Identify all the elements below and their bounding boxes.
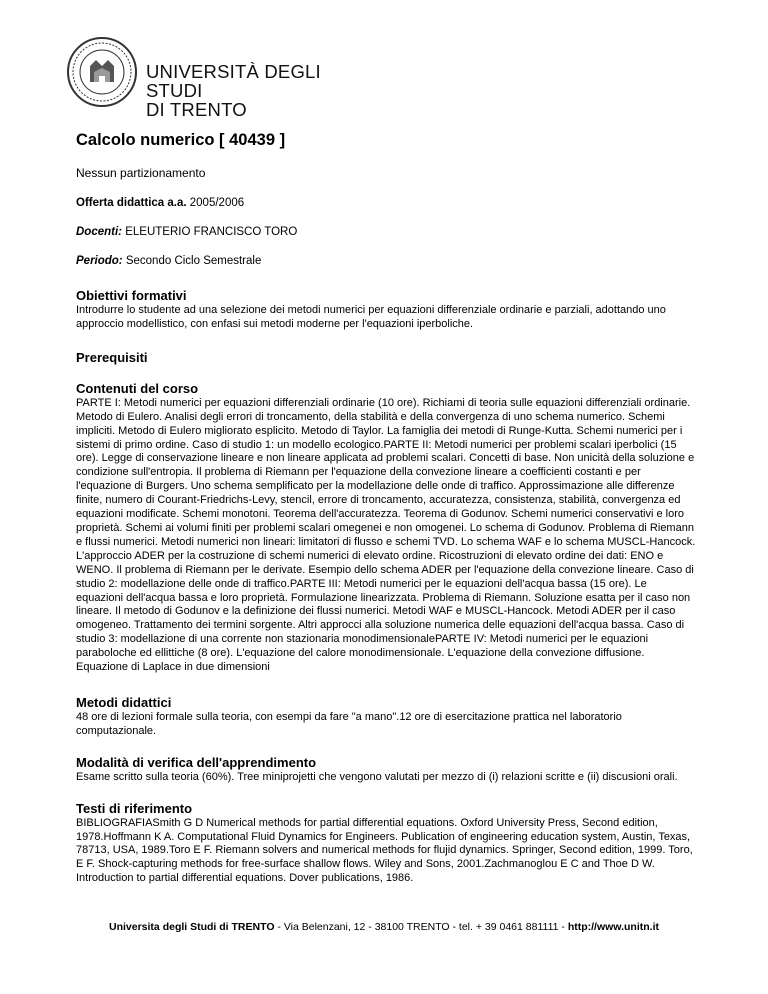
contents-section (76, 381, 696, 675)
assessment-section (76, 755, 696, 785)
university-name-line1: UNIVERSITÀ DEGLI STUDI (146, 61, 321, 101)
footer-address: - Via Belenzani, 12 - 38100 TRENTO - tel. + 39 0461 881111 - (274, 921, 568, 933)
contents-title: Contenuti del corso (76, 380, 199, 396)
period-line (76, 254, 696, 268)
prerequisites-section (76, 350, 696, 365)
university-name-line2: DI TRENTO (146, 99, 247, 120)
references-title: Testi di riferimento (76, 800, 193, 816)
course-title: Calcolo numerico [ 40439 ] (76, 131, 286, 149)
teacher-label: Docenti: (76, 226, 122, 238)
methods-title: Metodi didattici (76, 694, 172, 710)
teacher-line (76, 225, 696, 239)
partition-note: Nessun partizionamento (76, 166, 206, 180)
university-seal-icon (66, 36, 138, 108)
objectives-text: Introdurre lo studente ad una selezione dei metodi numerici per equazioni differenziale ordinarie e parziali, adottando uno approccio modellistico, con enfasi sui metodi moderne per l'equazioni iperboliche. (76, 304, 666, 330)
offer-label: Offerta didattica a.a. (76, 197, 187, 209)
teacher-value: ELEUTERIO FRANCISCO TORO (125, 226, 298, 238)
offer-line (76, 196, 696, 210)
footer-url[interactable]: http://www.unitn.it (567, 921, 659, 933)
assessment-text: Esame scritto sulla teoria (60%). Tree miniprojetti che vengono valutati per mezzo di (i) relazioni scritte e (ii) discusioni orali. (76, 770, 678, 783)
period-label: Periodo: (76, 255, 123, 267)
prerequisites-title: Prerequisiti (76, 349, 148, 365)
course-sheet (76, 130, 696, 886)
objectives-title: Obiettivi formativi (76, 288, 187, 303)
university-name (146, 62, 356, 119)
header (66, 36, 356, 120)
period-value: Secondo Ciclo Semestrale (125, 255, 262, 267)
methods-section (76, 695, 696, 739)
footer (0, 921, 768, 934)
contents-text: PARTE I: Metodi numerici per equazioni differenziali ordinarie (10 ore). Richiami di teoria sulle equazioni differenziali ordinarie. Metodo di Eulero. Analisi degli errori di troncamento, della stabilità e della convergenza di uno schema numerico. Schemi impliciti. Metodo di Eulero migliorato esplicito. Metodo di Taylor. La famiglia dei metodi di Runge-Kutta. Schemi numerici per i sistemi di primo ordine. Caso di studio 1: un modello ecologico.PARTE II: Metodi numerici per problemi scalari iperbolici (15 ore). Legge di conservazione lineare e non lineare applicata ad problemi scalari. Concetti di base. Non unicità della soluzione e condizione sull'entropia. Il problema di Riemann per l'equazione della convezione lineare a coefficienti costanti e per l'equazione di Burgers. Uno schema semplificato per la modellazione delle onde di traffico. Approssimazione alle differenze finite, numero di Courant-Friedrichs-Levy, stencil, errore di troncamento, accuratezza, consistenza, stabilità, convergenza ed equazioni modificate. Schemi monotoni. Teorema dell'accuratezza. Teorema di Godunov. Schemi numerici conservativi e loro proprietà. Schemi ai volumi finiti per problemi scalari omegenei e non omogenei. Lo schema di Godunov. Problema di Riemann e flussi numerici. Metodi numerici non lineari: limitatori di flusso e schemi TVD. Lo schema WAF e lo schema MUSCL-Hancock. L'approccio ADER per la costruzione di schemi numerici di elevato ordine. Ricostruzioni di elevato ordine dei dati: ENO e WENO. Il problema di Riemann per le derivate. Esempio dello schema ADER per l'equazione della convezione lineare. Caso di studio 2: modellazione delle onde di traffico.PARTE III: Metodi numerici per le equazioni dell'acqua bassa (15 ore). Le equazioni dell'acqua bassa e loro proprietà. Formulazione linearizzata. Problema di Riemann. Soluzione esatta per il caso non lineare. Il metodo di Godunov e la definizione dei flussi numerici. Metodi WAF e MUSCL-Hancock. Metodi ADER per il caso omogeneo. Trattamento dei termini sorgente. Altri approcci alla soluzione numerica delle equazioni dell'acqua bassa. Caso di studio 3: modellazione di una corrente non stazionaria monodimensionalePARTE IV: Metodi numerici per le equazioni paraboloche ed ellittiche (8 ore). L'equazione del calore monodimensionale. L'equazione della convezione diffusione. Equazione di Laplace in due dimensioni (76, 396, 696, 674)
assessment-title: Modalità di verifica dell'apprendimento (76, 754, 317, 770)
objectives-section (76, 288, 696, 332)
offer-value: 2005/2006 (189, 197, 245, 209)
methods-text: 48 ore di lezioni formale sulla teoria, con esempi da fare "a mano".12 ore di esercitazione prattica nel laboratorio computazionale. (76, 710, 622, 737)
references-text: BIBLIOGRAFIASmith G D Numerical methods for partial differential equations. Oxford University Press, Second edition, 1978.Hoffmann K A. Computational Fluid Dynamics for Engineers. Publication of engineering education system, Austin, Texas, 78713, USA, 1989.Toro E F. Riemann solvers and numerical methods for flujid dynamics. Springer, Second edition, 1999. Toro, E F. Shock-capturing methods for free-surface shallow flows. Wiley and Sons, 2001.Zachmanoglou E C and Thoe D W. Introduction to partial differential equations. Dover publications, 1986. (76, 816, 693, 885)
references-section (76, 801, 696, 887)
footer-university: Universita degli Studi di TRENTO (109, 921, 275, 933)
